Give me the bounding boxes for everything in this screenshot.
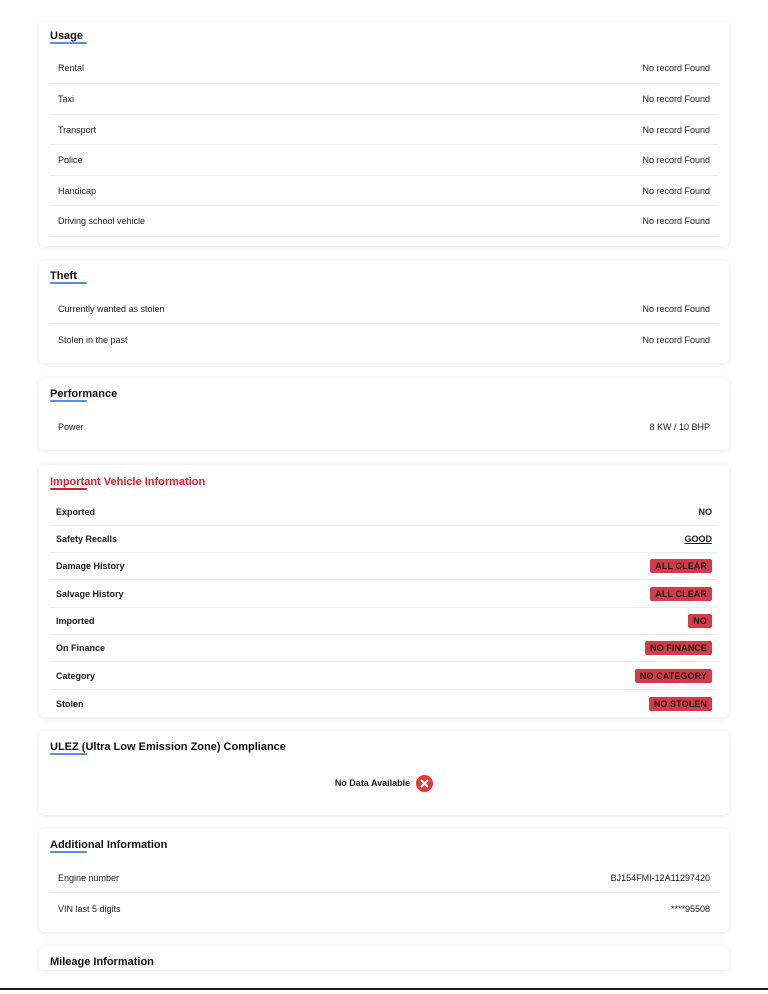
row-value: No record Found (642, 63, 710, 73)
row-label: Imported (56, 616, 95, 626)
row-value: No record Found (642, 94, 710, 104)
row-label: Taxi (58, 94, 75, 104)
row-label: On Finance (56, 643, 106, 653)
row-value: No record Found (642, 124, 710, 135)
additional-info-card (39, 829, 729, 932)
row-label: Category (56, 670, 96, 681)
row-label: Police (58, 155, 83, 165)
exported-value: NO (698, 507, 712, 517)
row-label: Damage History (56, 561, 125, 571)
performance-title-underline (50, 400, 87, 402)
theft-title: Theft (50, 270, 77, 282)
additional-row-vin-last-5 (50, 893, 718, 924)
usage-row-transport (50, 115, 718, 145)
row-label: Currently wanted as stolen (58, 303, 165, 314)
important-row-stolen (50, 690, 718, 717)
row-label: Safety Recalls (56, 534, 118, 544)
additional-title-underline (50, 851, 87, 853)
important-vehicle-info-card (39, 465, 729, 717)
row-label: Transport (58, 124, 97, 135)
ulez-title: ULEZ (Ultra Low Emission Zone) Compliance (50, 741, 286, 753)
row-label: Stolen (56, 698, 84, 709)
close-circle-icon (416, 775, 433, 792)
usage-title: Usage (50, 30, 84, 42)
theft-row-currently-wanted (50, 294, 718, 324)
row-value: No record Found (642, 334, 710, 345)
row-value: 8 KW / 10 BHP (649, 422, 710, 432)
important-row-imported (50, 608, 718, 635)
row-value: No record Found (642, 216, 710, 226)
row-value: BJ154FMI-12A11297420 (610, 872, 710, 883)
safety-recalls-link[interactable]: GOOD (684, 534, 712, 544)
status-badge: NO STOLEN (649, 697, 712, 711)
row-label: Stolen in the past (58, 334, 128, 345)
row-value: No record Found (642, 303, 710, 314)
status-badge: NO CATEGORY (635, 669, 712, 683)
important-title-underline (50, 488, 87, 490)
usage-row-rental (50, 53, 718, 84)
ulez-no-data (39, 773, 729, 793)
additional-title: Additional Information (50, 839, 168, 851)
status-badge: ALL CLEAR (650, 587, 712, 601)
row-value: No record Found (642, 155, 710, 165)
row-label: Salvage History (56, 588, 124, 599)
row-label: Handicap (58, 185, 97, 196)
important-title: Important Vehicle Information (50, 476, 206, 488)
row-label: Engine number (58, 872, 120, 883)
usage-title-underline (50, 42, 87, 44)
performance-row-power (50, 412, 718, 442)
important-row-safety-recalls (50, 526, 718, 553)
mileage-card (39, 946, 729, 970)
usage-row-taxi (50, 84, 718, 115)
performance-title: Performance (50, 388, 118, 400)
status-badge: NO FINANCE (645, 641, 712, 655)
important-row-damage-history (50, 553, 718, 580)
usage-row-police (50, 145, 718, 176)
row-label: Power (58, 422, 84, 432)
theft-title-underline (50, 282, 87, 284)
important-row-salvage-history (50, 580, 718, 608)
important-row-category (50, 662, 718, 690)
row-label: VIN last 5 digits (58, 903, 121, 914)
important-row-exported (50, 499, 718, 526)
usage-row-handicap (50, 176, 718, 206)
bottom-divider (0, 988, 768, 990)
usage-card (39, 22, 729, 246)
performance-card (39, 378, 729, 450)
row-value: ****95508 (670, 903, 710, 914)
no-data-text: No Data Available (334, 778, 411, 788)
additional-row-engine-number (50, 863, 718, 893)
row-label: Rental (58, 63, 85, 73)
row-value: No record Found (642, 185, 710, 196)
theft-card (39, 261, 729, 363)
row-label: Exported (56, 507, 96, 517)
usage-row-driving-school (50, 206, 718, 237)
important-row-on-finance (50, 635, 718, 662)
row-label: Driving school vehicle (58, 216, 146, 226)
theft-row-stolen-past (50, 324, 718, 355)
mileage-title: Mileage Information (50, 956, 154, 968)
ulez-title-underline (50, 753, 87, 755)
ulez-card (39, 731, 729, 815)
status-badge: NO (688, 614, 712, 628)
status-badge: ALL CLEAR (650, 559, 712, 573)
